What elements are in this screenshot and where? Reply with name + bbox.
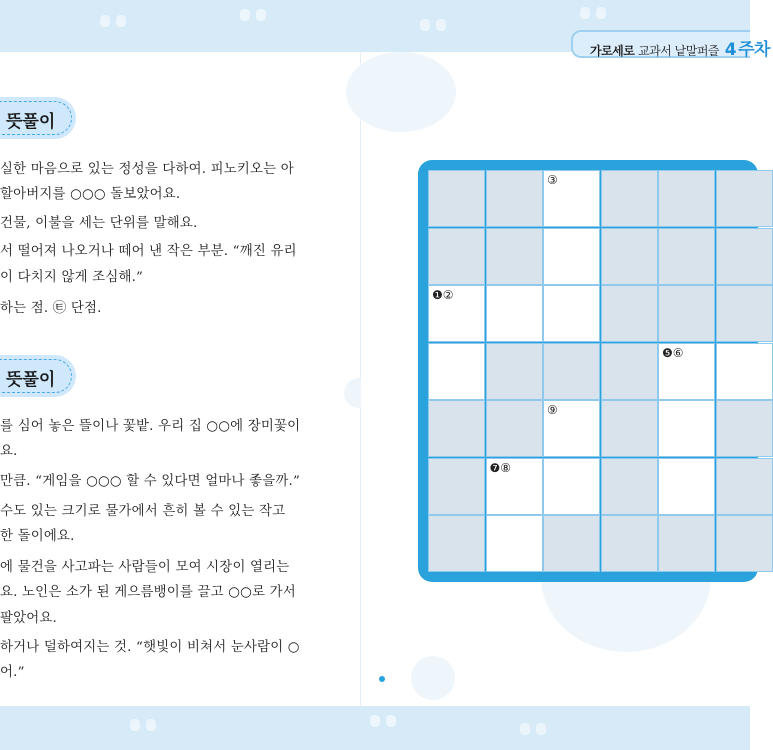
blocked-cell: [658, 170, 715, 227]
clue-line: 서 떨어져 나오거나 떼어 낸 작은 부분. “깨진 유리: [0, 244, 297, 259]
bg-circle: [411, 656, 455, 700]
blocked-cell: [601, 458, 658, 515]
clue-number: ⑨: [547, 403, 558, 417]
bg-circle: [346, 52, 456, 132]
blocked-cell: [428, 400, 485, 457]
page-dot: [379, 676, 385, 682]
clue-line: 요. 노인은 소가 된 게으름뱅이를 끌고 ○○로 가서: [0, 585, 296, 600]
week-number: 4: [724, 40, 737, 60]
blocked-cell: [716, 285, 773, 342]
answer-cell[interactable]: [658, 400, 715, 457]
header-title: [590, 35, 770, 60]
header-title-sub: 교과서 낱말퍼즐: [638, 44, 720, 58]
blocked-cell: [716, 228, 773, 285]
clue-line: 수도 있는 크기로 물가에서 흔히 볼 수 있는 작고: [0, 504, 286, 519]
bow-decoration: [100, 14, 126, 28]
clue-line: 건물, 이불을 세는 단위를 말해요.: [0, 216, 198, 231]
clue-line: 한 돌이에요.: [0, 529, 75, 544]
answer-cell[interactable]: [658, 343, 715, 400]
blocked-cell: [428, 228, 485, 285]
blocked-cell: [601, 400, 658, 457]
clue-line: 팔았어요.: [0, 611, 57, 626]
blocked-cell: [543, 515, 600, 572]
clue-line: 만큼. “게임을 ○○○ 할 수 있다면 얼마나 좋을까.”: [0, 474, 301, 489]
clue-number: ③: [547, 173, 558, 187]
answer-cell[interactable]: [428, 343, 485, 400]
clue-number: ❺⑥: [662, 345, 684, 360]
clue-line: 하는 점. ㉫ 단점.: [0, 301, 102, 316]
clue-number: ❼⑧: [489, 460, 512, 475]
blocked-cell: [486, 343, 543, 400]
bow-decoration: [370, 714, 396, 728]
section-label-text: 뜻풀이: [6, 112, 56, 132]
blocked-cell: [601, 515, 658, 572]
clue-line: 하거나 덜하여지는 것. “햇빛이 비쳐서 눈사람이 ○: [0, 640, 300, 655]
blocked-cell: [601, 170, 658, 227]
blocked-cell: [658, 228, 715, 285]
crossword-grid: [428, 170, 768, 572]
clue-line: 를 심어 놓은 뜰이나 꽃밭. 우리 집 ○○에 장미꽃이: [0, 419, 301, 434]
answer-cell[interactable]: [543, 285, 600, 342]
blocked-cell: [658, 515, 715, 572]
blocked-cell: [428, 170, 485, 227]
section-label-text: 뜻풀이: [6, 370, 56, 390]
blocked-cell: [716, 458, 773, 515]
clue-line: 에 물건을 사고파는 사람들이 모여 시장이 열리는: [0, 560, 290, 575]
bow-decoration: [240, 8, 266, 22]
blocked-cell: [658, 285, 715, 342]
answer-cell[interactable]: [543, 170, 600, 227]
clue-line: 이 다치지 않게 조심해.”: [0, 270, 144, 285]
bottom-decor-band: [0, 706, 750, 750]
blocked-cell: [716, 170, 773, 227]
answer-cell[interactable]: [486, 285, 543, 342]
clue-line: 할아버지를 ○○○ 돌보았어요.: [0, 187, 181, 202]
header-title-bold: 가로세로: [590, 44, 635, 58]
answer-cell[interactable]: [716, 343, 773, 400]
blocked-cell: [428, 458, 485, 515]
crossword-grid-frame: [418, 160, 758, 582]
blocked-cell: [601, 285, 658, 342]
blocked-cell: [716, 400, 773, 457]
answer-cell[interactable]: [428, 285, 485, 342]
section-label-down: [0, 355, 76, 397]
answer-cell[interactable]: [543, 400, 600, 457]
answer-cell[interactable]: [543, 458, 600, 515]
answer-cell[interactable]: [486, 458, 543, 515]
blocked-cell: [428, 515, 485, 572]
bow-decoration: [130, 718, 156, 732]
blocked-cell: [601, 343, 658, 400]
bow-decoration: [580, 6, 606, 20]
blocked-cell: [543, 343, 600, 400]
bow-decoration: [420, 18, 446, 32]
blocked-cell: [716, 515, 773, 572]
answer-cell[interactable]: [658, 458, 715, 515]
clue-line: 요.: [0, 444, 18, 459]
blocked-cell: [486, 400, 543, 457]
blocked-cell: [601, 228, 658, 285]
bow-decoration: [520, 722, 546, 736]
blocked-cell: [486, 228, 543, 285]
answer-cell[interactable]: [486, 515, 543, 572]
clue-line: 실한 마음으로 있는 정성을 다하여. 피노키오는 아: [0, 162, 294, 177]
answer-cell[interactable]: [543, 228, 600, 285]
section-label-across: [0, 97, 76, 139]
blocked-cell: [486, 170, 543, 227]
week-suffix: 주차: [738, 40, 770, 60]
clue-line: 어.”: [0, 665, 25, 680]
clue-number: ❶②: [432, 288, 454, 302]
